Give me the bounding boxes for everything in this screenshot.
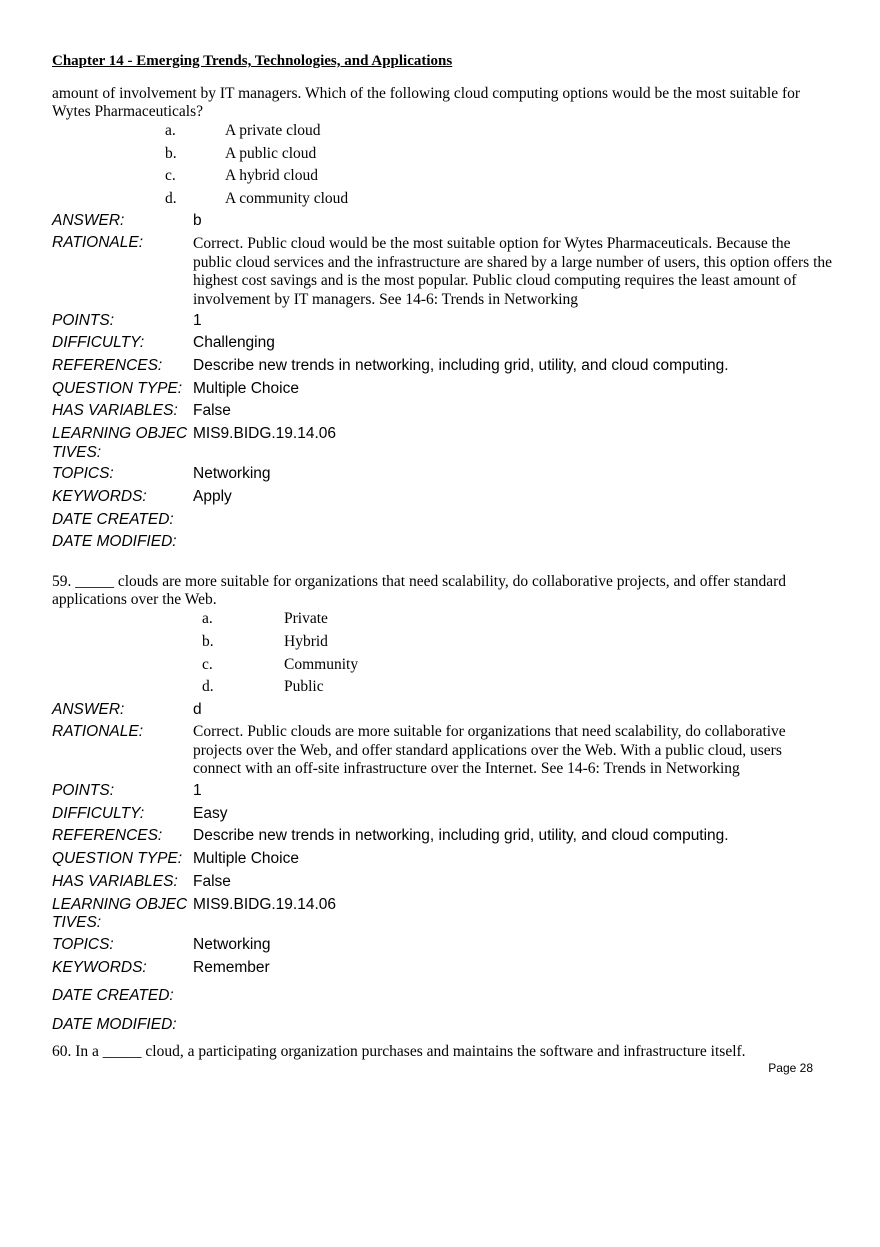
learning-objectives-value: MIS9.BIDG.19.14.06 xyxy=(193,896,337,913)
references-label: REFERENCES: xyxy=(52,827,163,844)
option-text: Public xyxy=(284,678,324,695)
learning-objectives-label-cont: TIVES: xyxy=(52,914,102,931)
points-label: POINTS: xyxy=(52,782,115,799)
option-letter: b. xyxy=(202,633,214,650)
answer-label: ANSWER: xyxy=(52,701,125,718)
rationale-label: RATIONALE: xyxy=(52,234,144,251)
has-variables-label: HAS VARIABLES: xyxy=(52,402,178,419)
topics-label: TOPICS: xyxy=(52,936,114,953)
has-variables-value: False xyxy=(193,402,231,419)
question-type-value: Multiple Choice xyxy=(193,850,299,867)
keywords-value: Apply xyxy=(193,488,232,505)
option-letter: c. xyxy=(202,656,213,673)
question-58-text: amount of involvement by IT managers. Which of the following cloud computing options would be the most suitable for Wytes Pharmaceuticals? xyxy=(52,85,801,120)
date-modified-label: DATE MODIFIED: xyxy=(52,1016,177,1033)
references-value: Describe new trends in networking, including grid, utility, and cloud computing. xyxy=(193,827,729,844)
option-letter: d. xyxy=(202,678,214,695)
option-text: A community cloud xyxy=(225,190,349,207)
topics-value: Networking xyxy=(193,936,271,953)
question-type-value: Multiple Choice xyxy=(193,380,299,397)
option-letter: c. xyxy=(165,167,176,184)
difficulty-label: DIFFICULTY: xyxy=(52,334,145,351)
keywords-label: KEYWORDS: xyxy=(52,488,147,505)
keywords-value: Remember xyxy=(193,959,270,976)
option-text: Community xyxy=(284,656,359,673)
page-number: Page 28 xyxy=(768,1061,813,1075)
date-modified-label: DATE MODIFIED: xyxy=(52,533,177,550)
learning-objectives-label: LEARNING OBJEC xyxy=(52,896,188,913)
option-letter: d. xyxy=(165,190,177,207)
question-type-label: QUESTION TYPE: xyxy=(52,850,183,867)
option-text: A private cloud xyxy=(225,122,321,139)
learning-objectives-label: LEARNING OBJEC xyxy=(52,425,188,442)
rationale-text: Correct. Public cloud would be the most suitable option for Wytes Pharmaceuticals. Because the public cloud services and the infrastructure are shared by a large number of users, this option offers the highest cost savings and is the most popular. Public cloud computing requires the least amount of involvement by IT managers. See 14-6: Trends in Networking xyxy=(193,235,833,308)
rationale-label: RATIONALE: xyxy=(52,723,144,740)
answer-value: b xyxy=(193,212,202,229)
option-letter: b. xyxy=(165,145,177,162)
keywords-label: KEYWORDS: xyxy=(52,959,147,976)
difficulty-value: Challenging xyxy=(193,334,275,351)
rationale-text: Correct. Public clouds are more suitable for organizations that need scalability, do collaborative projects over the Web, and offer standard applications over the Web. With a public cloud, users connect with an off-site infrastructure over the Internet. See 14-6: Trends in Networking xyxy=(193,723,786,778)
topics-label: TOPICS: xyxy=(52,465,114,482)
points-value: 1 xyxy=(193,312,202,329)
learning-objectives-value: MIS9.BIDG.19.14.06 xyxy=(193,425,337,442)
date-created-label: DATE CREATED: xyxy=(52,511,174,528)
references-value: Describe new trends in networking, including grid, utility, and cloud computing. xyxy=(193,357,729,374)
option-text: A public cloud xyxy=(225,145,317,162)
question-60-text: 60. In a _____ cloud, a participating organization purchases and maintains the software and infrastructure itself. xyxy=(52,1043,746,1060)
question-59-text: 59. _____ clouds are more suitable for organizations that need scalability, do collaborative projects, and offer standard applications over the Web. xyxy=(52,573,787,608)
points-value: 1 xyxy=(193,782,202,799)
question-type-label: QUESTION TYPE: xyxy=(52,380,183,397)
learning-objectives-label-cont: TIVES: xyxy=(52,444,102,461)
references-label: REFERENCES: xyxy=(52,357,163,374)
option-text: Hybrid xyxy=(284,633,328,650)
points-label: POINTS: xyxy=(52,312,115,329)
topics-value: Networking xyxy=(193,465,271,482)
answer-value: d xyxy=(193,701,202,718)
option-text: A hybrid cloud xyxy=(225,167,318,184)
has-variables-value: False xyxy=(193,873,231,890)
answer-label: ANSWER: xyxy=(52,212,125,229)
chapter-heading: Chapter 14 - Emerging Trends, Technologies, and Applications xyxy=(52,53,453,69)
option-letter: a. xyxy=(202,610,213,627)
difficulty-value: Easy xyxy=(193,805,228,822)
date-created-label: DATE CREATED: xyxy=(52,987,174,1004)
difficulty-label: DIFFICULTY: xyxy=(52,805,145,822)
option-text: Private xyxy=(284,610,328,627)
option-letter: a. xyxy=(165,122,176,139)
has-variables-label: HAS VARIABLES: xyxy=(52,873,178,890)
